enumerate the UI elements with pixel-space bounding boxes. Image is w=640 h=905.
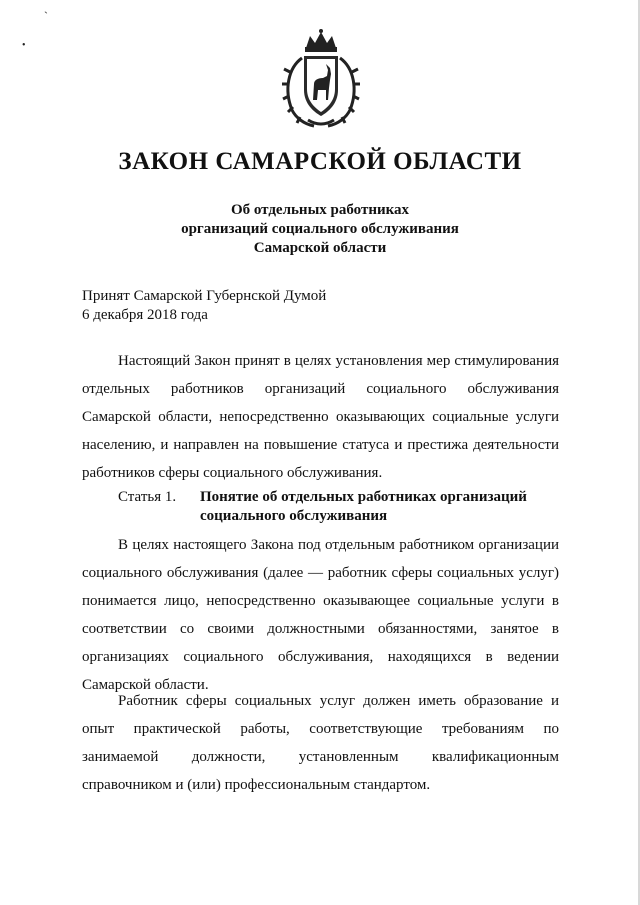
article-title-line: социального обслуживания [200, 508, 388, 524]
preamble-paragraph: Настоящий Закон принят в целях установления мер стимулирования отдельных работников организаций социального обслуживания Самарской области, непосредственно оказывающих социальные услуги населению, и направлен на повышение статуса и престижа деятельности работников сферы социального обслуживания. [82, 353, 559, 481]
subject-line: организаций социального обслуживания [181, 221, 459, 237]
adoption-body: Принят Самарской Губернской Думой [82, 288, 327, 304]
scan-mark: ˋ [44, 9, 48, 23]
article-number: Статья 1. [118, 489, 177, 505]
adoption-info [82, 287, 326, 325]
law-title: ЗАКОН САМАРСКОЙ ОБЛАСТИ [118, 148, 522, 175]
coat-of-arms-icon [280, 28, 362, 130]
subject-line: Об отдельных работниках [230, 202, 410, 218]
article-paragraph: В целях настоящего Закона под отдельным работником организации социального обслуживания (далее — работник сферы социальных услуг) понимается лицо, непосредственно оказывающее социальные услуги в соответствии со своими должностными обязанностями, занятое в организациях социального обслуживания, находящихся в ведении Самарской области. [82, 537, 559, 693]
subject-line: Самарской области [253, 240, 387, 256]
scan-mark: • [22, 40, 26, 51]
adoption-date: 6 декабря 2018 года [82, 307, 208, 323]
article-paragraph: Работник сферы социальных услуг должен иметь образование и опыт практической работы, соответствующие требованиям по занимаемой должности, установленным квалификационным справочником и (или) профессиональным стандартом. [82, 693, 559, 793]
law-subject [0, 201, 640, 258]
article-heading [118, 488, 527, 526]
article-title [200, 488, 527, 526]
article-title-line: Понятие об отдельных работниках организаций [200, 489, 527, 505]
